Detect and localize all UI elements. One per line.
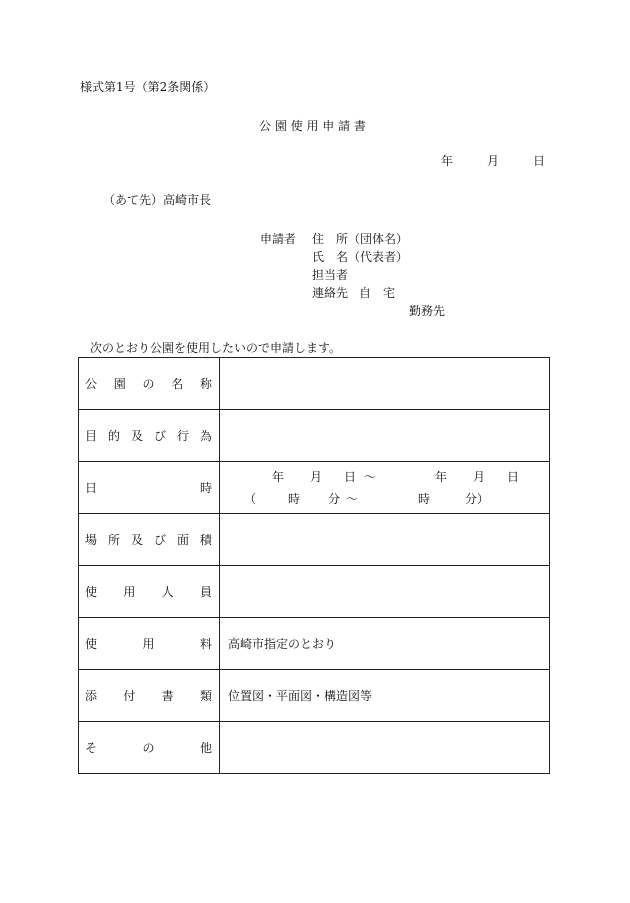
label-char: 面 bbox=[176, 533, 189, 547]
application-table bbox=[78, 357, 550, 774]
address-label: 住 所（団体名） bbox=[312, 232, 409, 246]
dt-day1: 日 bbox=[344, 470, 357, 484]
label-char: び bbox=[153, 533, 166, 547]
label-char: 人 bbox=[161, 585, 174, 599]
row-label bbox=[79, 358, 220, 410]
label-char: 公 bbox=[85, 377, 98, 391]
label-char: 名 bbox=[171, 377, 184, 391]
label-char: 添 bbox=[85, 689, 98, 703]
date-month: 月 bbox=[486, 154, 499, 168]
label-char: 行 bbox=[176, 429, 189, 443]
label-char: 所 bbox=[107, 533, 120, 547]
label-char: 員 bbox=[199, 585, 212, 599]
row-value[interactable]: 位置図・平面図・構造図等 bbox=[220, 670, 550, 722]
dt-day2: 日 bbox=[507, 470, 520, 484]
label-char: 書 bbox=[161, 689, 174, 703]
label-char: 積 bbox=[199, 533, 212, 547]
label-char: 的 bbox=[107, 429, 120, 443]
applicant-block bbox=[260, 230, 445, 320]
label-char: 他 bbox=[199, 741, 212, 755]
date-year: 年 bbox=[441, 154, 454, 168]
office-label: 勤務先 bbox=[409, 304, 446, 318]
row-value[interactable] bbox=[220, 410, 550, 462]
dt-minute1: 分 bbox=[328, 492, 341, 506]
dt-tilde2: 〜 bbox=[346, 492, 359, 506]
dt-minute2: 分） bbox=[465, 492, 490, 506]
person-label: 担当者 bbox=[312, 268, 349, 282]
statement: 次のとおり公園を使用したいので申請します。 bbox=[90, 341, 342, 355]
row-label bbox=[79, 514, 220, 566]
dt-year2: 年 bbox=[435, 470, 448, 484]
applicant-heading: 申請者 bbox=[260, 232, 297, 246]
dt-paren-open: （ bbox=[244, 492, 257, 506]
row-value[interactable] bbox=[220, 566, 550, 618]
dt-hour1: 時 bbox=[288, 492, 301, 506]
table-row bbox=[79, 462, 550, 514]
label-char: 用 bbox=[142, 637, 155, 651]
label-char: 目 bbox=[85, 429, 98, 443]
datetime-cell[interactable] bbox=[220, 462, 550, 514]
label-char: の bbox=[142, 377, 155, 391]
label-char: 時 bbox=[199, 481, 212, 495]
label-char: 料 bbox=[199, 637, 212, 651]
label-char: 類 bbox=[199, 689, 212, 703]
date-day: 日 bbox=[532, 154, 545, 168]
table-row bbox=[79, 722, 550, 774]
label-char: 使 bbox=[85, 637, 98, 651]
row-label bbox=[79, 410, 220, 462]
label-char: 場 bbox=[85, 533, 98, 547]
label-char: 園 bbox=[113, 377, 126, 391]
label-char: 及 bbox=[130, 533, 143, 547]
row-label bbox=[79, 566, 220, 618]
contact-label: 連絡先 bbox=[312, 286, 349, 300]
row-label bbox=[79, 670, 220, 722]
row-value[interactable] bbox=[220, 722, 550, 774]
label-char: の bbox=[142, 741, 155, 755]
home-label: 自 宅 bbox=[359, 286, 396, 300]
addressee: （あて先）高崎市長 bbox=[103, 193, 212, 207]
dt-year1: 年 bbox=[272, 470, 285, 484]
form-number: 様式第1号（第2条関係） bbox=[80, 80, 216, 94]
dt-tilde1: 〜 bbox=[364, 470, 377, 484]
label-char: 及 bbox=[130, 429, 143, 443]
label-char: 称 bbox=[199, 377, 212, 391]
label-char: び bbox=[153, 429, 166, 443]
row-label bbox=[79, 462, 220, 514]
label-char: そ bbox=[85, 741, 98, 755]
table-row bbox=[79, 514, 550, 566]
row-value[interactable] bbox=[220, 514, 550, 566]
label-char: 為 bbox=[199, 429, 212, 443]
table-row bbox=[79, 618, 550, 670]
name-label: 氏 名（代表者） bbox=[312, 250, 409, 264]
table-row bbox=[79, 410, 550, 462]
table-row bbox=[79, 358, 550, 410]
row-label bbox=[79, 618, 220, 670]
dt-hour2: 時 bbox=[418, 492, 431, 506]
page-title: 公 園 使 用 申 請 書 bbox=[259, 119, 366, 133]
label-char: 用 bbox=[123, 585, 136, 599]
table-row bbox=[79, 670, 550, 722]
dt-month1: 月 bbox=[310, 470, 323, 484]
label-char: 使 bbox=[85, 585, 98, 599]
row-value[interactable]: 高崎市指定のとおり bbox=[220, 618, 550, 670]
label-char: 付 bbox=[123, 689, 136, 703]
table-row bbox=[79, 566, 550, 618]
label-char: 日 bbox=[85, 481, 98, 495]
dt-month2: 月 bbox=[473, 470, 486, 484]
row-value[interactable] bbox=[220, 358, 550, 410]
row-label bbox=[79, 722, 220, 774]
datetime-value bbox=[220, 466, 549, 510]
date-line bbox=[441, 155, 545, 167]
